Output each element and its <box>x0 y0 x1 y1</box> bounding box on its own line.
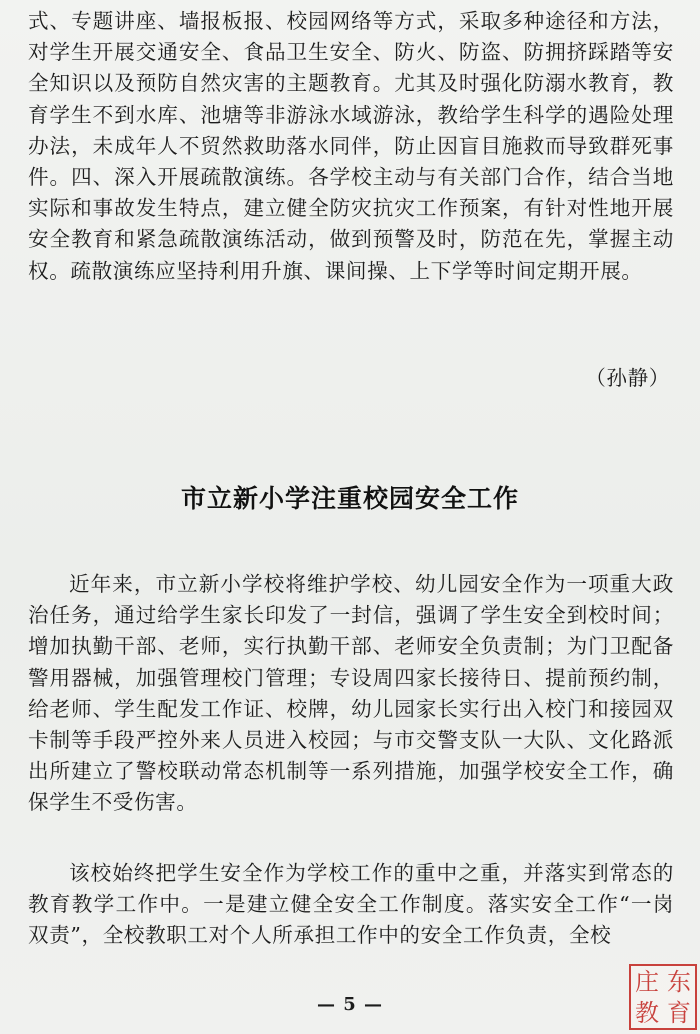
article-title: 市立新小学注重校园安全工作 <box>180 484 519 513</box>
paragraph-continuation: 式、专题讲座、墙报板报、校园网络等方式，采取多种途径和方法，对学生开展交通安全、食品卫生安全、防火、防盗、防拥挤踩踏等安全知识以及预防自然灾害的主题教育。尤其及时强化防溺水教育，教育学生不到水库、池塘等非游泳水域游泳，教给学生科学的遇险处理办法，未成年人不贸然救助落水同伴，防止因盲目施救而导致群死事件。四、深入开展疏散演练。各学校主动与有关部门合作，结合当地实际和事故发生特点，建立健全防灾抗灾工作预案，有针对性地开展安全教育和紧急疏散演练活动，做到预警及时，防范在先，掌握主动权。疏散演练应坚持利用升旗、课间操、上下学等时间定期开展。 <box>28 9 674 283</box>
author-signature: （孙静） <box>585 366 670 390</box>
article-paragraph-1: 近年来，市立新小学校将维护学校、幼儿园安全作为一项重大政治任务，通过给学生家长印发了一封信，强调了学生安全到校时间；增加执勤干部、老师，实行执勤干部、老师安全负责制；为门卫配备警用器械，加强管理校门管理；专设周四家长接待日、提前预约制，给老师、学生配发工作证、校牌，幼儿园家长实行出入校门和接园双卡制等手段严控外来人员进入校园；与市交警支队一大队、文化路派出所建立了警校联动常态机制等一系列措施，加强学校安全工作，确保学生不受伤害。 <box>28 572 674 815</box>
seal-char: 庄 <box>635 967 659 996</box>
article-paragraph-2: 该校始终把学生安全作为学校工作的重中之重，并落实到常态的教育教学工作中。一是建立健全安全工作制度。落实安全工作“一岗双责”，全校教职工对个人所承担工作中的安全工作负责，全校 <box>28 861 674 948</box>
seal-char: 育 <box>667 998 691 1027</box>
red-seal-stamp <box>629 964 697 1030</box>
page-number: — 5 — <box>316 994 384 1015</box>
seal-char: 教 <box>635 998 659 1027</box>
seal-char: 东 <box>667 967 691 996</box>
